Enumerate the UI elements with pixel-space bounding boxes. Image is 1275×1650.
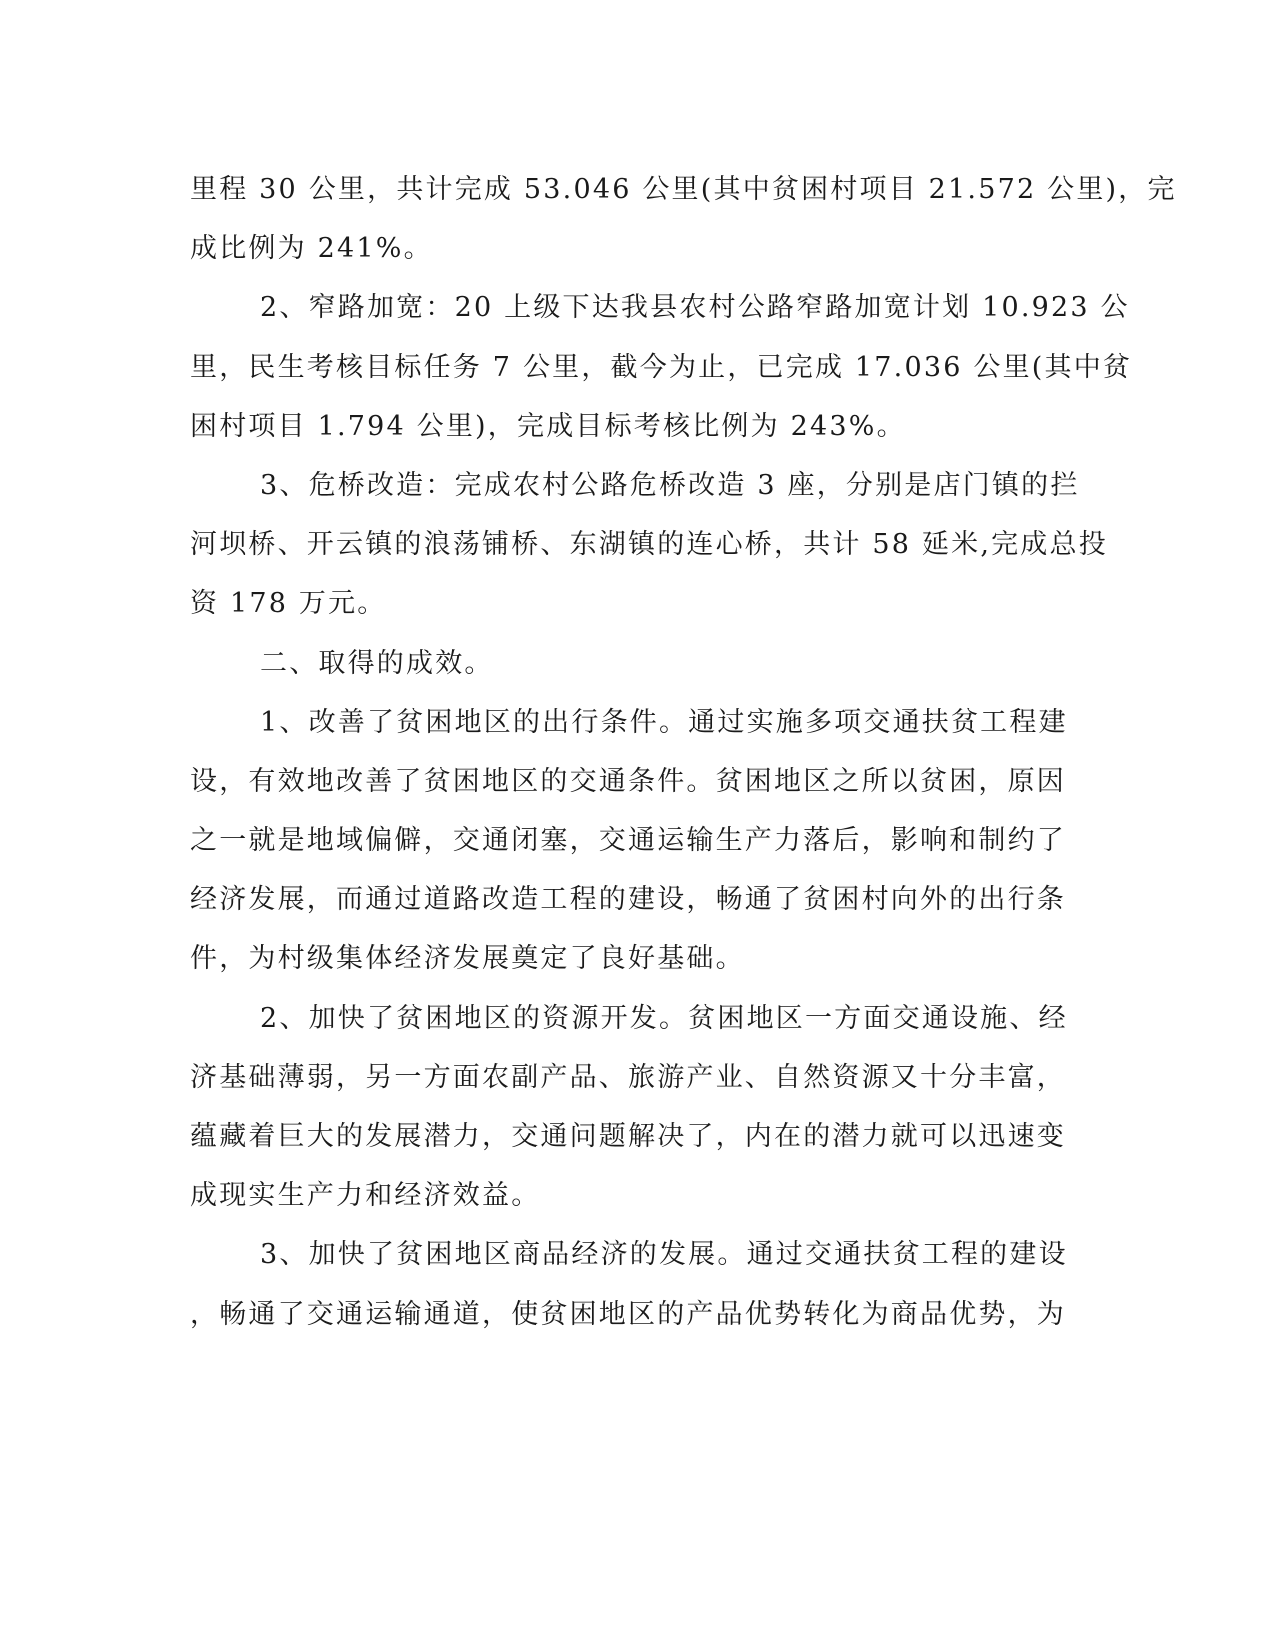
text-line: 河坝桥、开云镇的浪荡铺桥、东湖镇的连心桥，共计 58 延米,完成总投 — [190, 529, 1108, 561]
text-line: 济基础薄弱，另一方面农副产品、旅游产业、自然资源又十分丰富， — [190, 1061, 1066, 1093]
section-heading: 二、取得的成效。 — [260, 647, 494, 679]
text-line: 困村项目 1.794 公里)，完成目标考核比例为 243%。 — [190, 410, 906, 442]
document-body — [190, 160, 1177, 1344]
text-line: 3、加快了贫困地区商品经济的发展。通过交通扶贫工程的建设 — [260, 1239, 1068, 1271]
text-line: 2、窄路加宽：20 上级下达我县农村公路窄路加宽计划 10.923 公 — [260, 292, 1130, 324]
text-line: 蕴藏着巨大的发展潜力，交通问题解决了，内在的潜力就可以迅速变 — [190, 1121, 1066, 1152]
text-line: 件，为村级集体经济发展奠定了良好基础。 — [190, 943, 745, 975]
text-line: 里，民生考核目标任务 7 公里，截今为止，已完成 17.036 公里(其中贫 — [190, 351, 1133, 383]
text-line: 经济发展，而通过道路改造工程的建设，畅通了贫困村向外的出行条 — [190, 884, 1066, 916]
text-line: 之一就是地域偏僻，交通闭塞，交通运输生产力落后，影响和制约了 — [190, 825, 1066, 857]
text-line: 3、危桥改造：完成农村公路危桥改造 3 座，分别是店门镇的拦 — [260, 469, 1080, 501]
text-line: 1、改善了贫困地区的出行条件。通过实施多项交通扶贫工程建 — [260, 706, 1068, 738]
text-line: 设，有效地改善了贫困地区的交通条件。贫困地区之所以贫困，原因 — [190, 765, 1066, 797]
text-line: ，畅通了交通运输通道，使贫困地区的产品优势转化为商品优势，为 — [190, 1298, 1066, 1330]
text-line: 里程 30 公里，共计完成 53.046 公里(其中贫困村项目 21.572 公里)，完 — [190, 174, 1177, 205]
text-line: 成比例为 241%。 — [190, 233, 433, 265]
text-line: 成现实生产力和经济效益。 — [190, 1180, 541, 1212]
text-line: 资 178 万元。 — [190, 588, 387, 620]
text-line: 2、加快了贫困地区的资源开发。贫困地区一方面交通设施、经 — [260, 1002, 1068, 1034]
